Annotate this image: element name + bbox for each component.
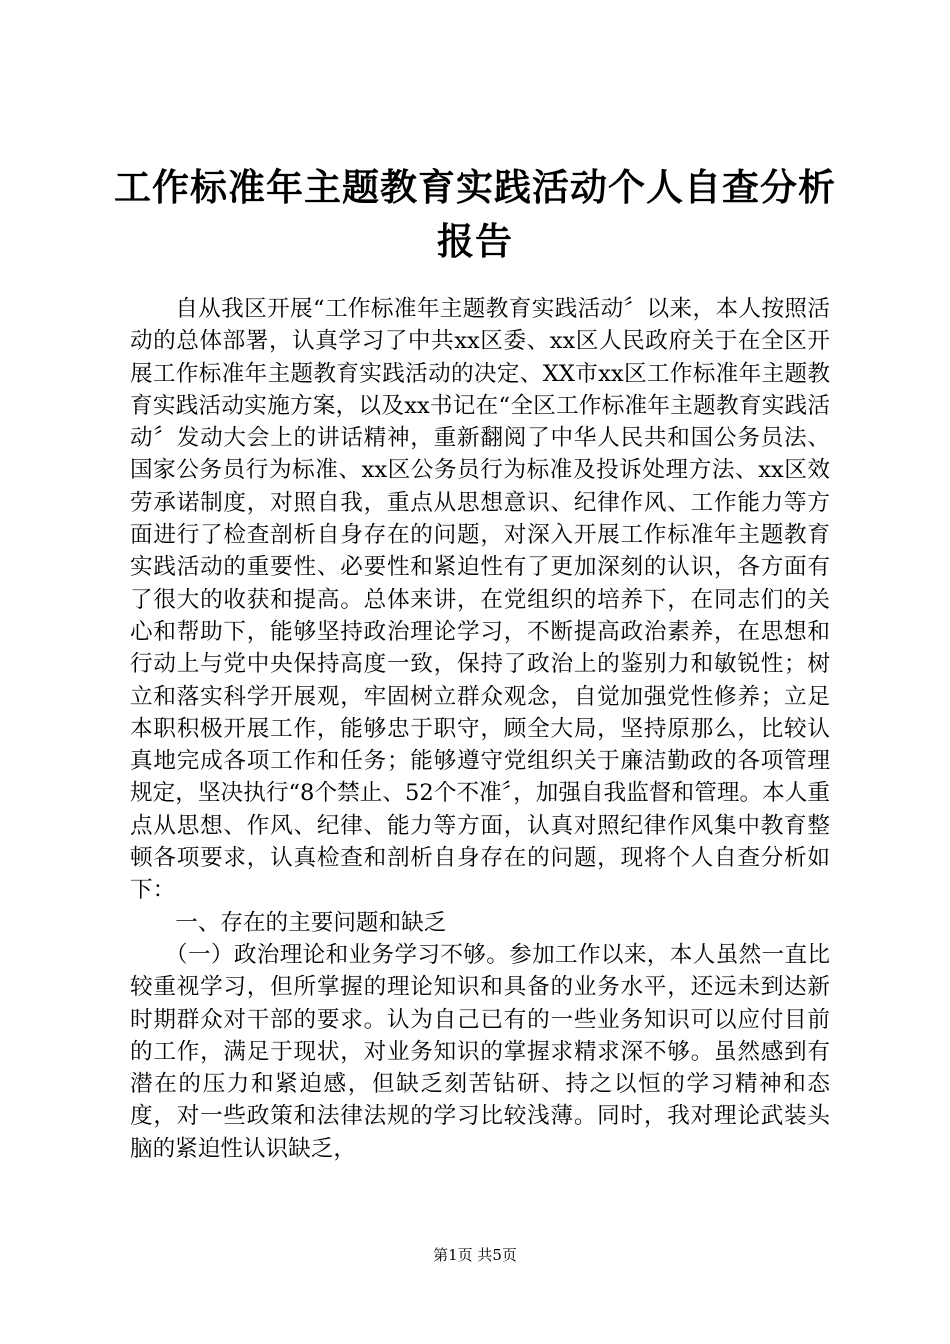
document-body xyxy=(130,293,830,1165)
document-title: 工作标准年主题教育实践活动个人自查分析报告 xyxy=(114,165,836,263)
section-heading: 一、存在的主要问题和缺乏 xyxy=(175,909,447,936)
intro-paragraph: 自从我区开展“工作标准年主题教育实践活动〞以来，本人按照活动的总体部署，认真学习了中共xx区委、xx区人民政府关于在全区开展工作标准年主题教育实践活动的决定、XX市xx区工作标准年主题教育实践活动实施方案，以及xx书记在“全区工作标准年主题教育实践活动〞发动大会上的讲话精神，重新翻阅了中华人民共和国公务员法、国家公务员行为标准、xx区公务员行为标准及投诉处理方法、xx区效劳承诺制度，对照自我，重点从思想意识、纪律作风、工作能力等方面进行了检查剖析自身存在的问题，对深入开展工作标准年主题教育实践活动的重要性、必要性和紧迫性有了更加深刻的认识，各方面有了很大的收获和提高。总体来讲，在党组织的培养下，在同志们的关心和帮助下，能够坚持政治理论学习，不断提高政治素养，在思想和行动上与党中央保持高度一致，保持了政治上的鉴别力和敏锐性；树立和落实科学开展观，牢固树立群众观念，自觉加强党性修养；立足本职积极开展工作，能够忠于职守，顾全大局，坚持原那么，比较认真地完成各项工作和任务；能够遵守党组织关于廉洁勤政的各项管理规定，坚决执行“8个禁止、52个不准〞，加强自我监督和管理。本人重点从思想、作风、纪律、能力等方面，认真对照纪律作风集中教育整顿各项要求，认真检查和剖析自身存在的问题，现将个人自查分析如下： xyxy=(130,296,830,904)
page-total: 共5页 xyxy=(477,1246,517,1264)
page-footer xyxy=(0,1245,950,1265)
page-number: 第1页 xyxy=(433,1246,473,1264)
subsection-paragraph: （一）政治理论和业务学习不够。参加工作以来，本人虽然一直比较重视学习，但所掌握的理论知识和具备的业务水平，还远未到达新时期群众对干部的要求。认为自己已有的一些业务知识可以应付目前的工作，满足于现状，对业务知识的掌握求精求深不够。虽然感到有潜在的压力和紧迫感，但缺乏刻苦钻研、持之以恒的学习精神和态度，对一些政策和法律法规的学习比较浅薄。同时，我对理论武装头脑的紧迫性认识缺乏， xyxy=(130,941,830,1162)
